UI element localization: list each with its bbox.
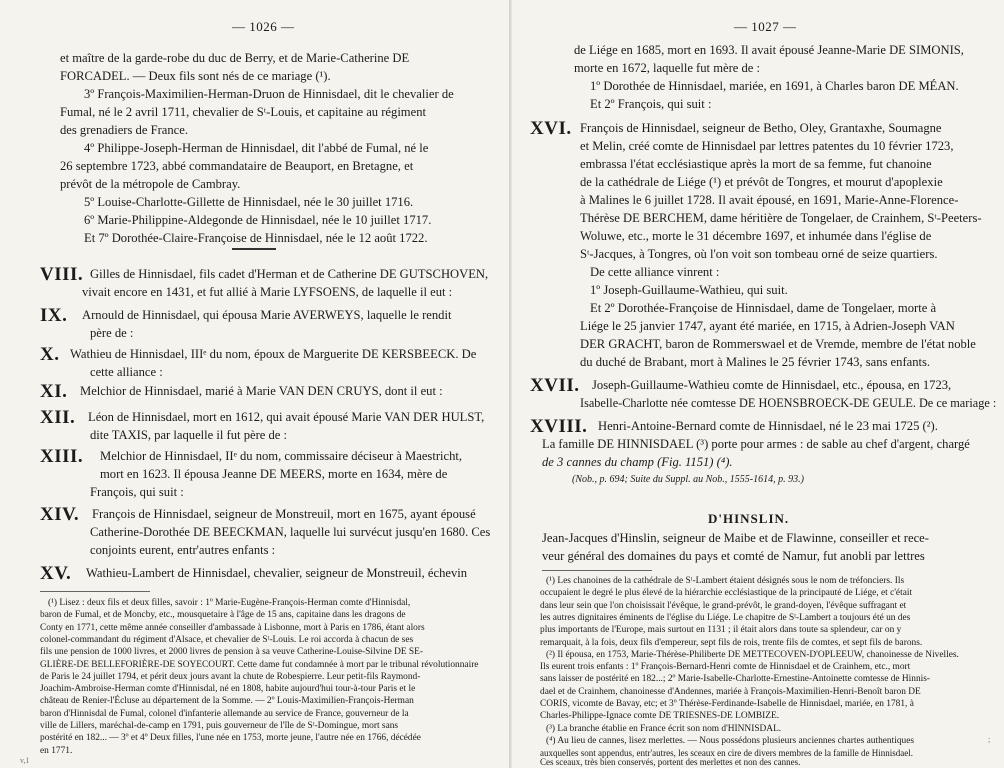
text-line: vivait encore en 1431, et fut allié à Marie LYFSOENS, de laquelle il eut : — [82, 285, 453, 299]
text-line: De cette alliance vinrent : — [590, 265, 720, 279]
text-line: 1º Dorothée de Hinnisdael, mariée, en 1691, à Charles baron DE MÉAN. — [590, 79, 959, 93]
text-line: prévôt de la métropole de Cambray. — [60, 177, 241, 191]
text-line: Melchior de Hinnisdael, IIᵉ du nom, commissaire déciseur à Maestricht, — [100, 449, 463, 463]
text-line: du duché de Brabant, mort à Malines le 25 février 1743, sans enfants. — [580, 355, 931, 369]
footnote-line: baron de Fumal, et de Moncby, etc., mousquetaire à l'âge de 15 ans, capitaine dans les dragons de — [40, 610, 406, 621]
text-line: mort en 1623. Il épousa Jeanne DE MEERS, morte en 1634, mère de — [100, 467, 448, 481]
text-line: des grenadiers de France. — [60, 123, 188, 137]
text-line: François, qui suit : — [90, 485, 184, 499]
text-line: et Melin, créé comte de Hinnisdael par lettres patentes du 10 février 1723, — [580, 139, 954, 153]
footnote-line: colonel-commandant du régiment d'Alsace, et chevalier de Sᵗ-Louis. Le roi accorda à chacun de ses — [40, 634, 414, 645]
text-line: Gilles de Hinnisdael, fils cadet d'Herman et de Catherine DE GUTSCHOVEN, — [90, 267, 489, 281]
text-line: Sᵗ-Jacques, à Tongres, où l'on voit son tombeau orné de seize quartiers. — [580, 247, 938, 261]
text-line: à Malines le 6 juillet 1728. Il avait épousé, en 1691, Marie-Anne-Florence- — [580, 193, 959, 207]
left-page-number: — 1026 — — [232, 19, 295, 34]
section-title: D'HINSLIN. — [708, 511, 790, 526]
footnote-line: de Paris le 24 juillet 1794, et périt deux jours avant la chute de Robespierre. Leur petit-fils Raymond- — [40, 671, 421, 682]
text-line: 26 septembre 1723, abbé commandataire de Beauport, en Bretagne, et — [60, 159, 414, 173]
text-line: 6º Marie-Philippine-Aldegonde de Hinnisdael, née le 10 juillet 1717. — [84, 213, 432, 227]
footnote-line: occupaient le degré le plus élevé de la hiérarchie ecclésiastique de la principauté de Liége, et c'était — [540, 588, 913, 599]
text-line: dite TAXIS, par laquelle il fut père de : — [90, 428, 288, 442]
footnote-line: Conty en 1771, cette même année conseiller d'ambassade à Lisbonne, mort à Paris en 1786, étant alors — [40, 622, 425, 633]
generation-numeral: XV. — [40, 563, 72, 584]
text-line: 1º Joseph-Guillaume-Wathieu, qui suit. — [590, 283, 788, 297]
generation-numeral: VIII. — [40, 264, 84, 285]
generation-numeral: XVIII. — [530, 416, 588, 437]
text-line: de la cathédrale de Liége (¹) et prévôt de Tongres, et mourut d'apoplexie — [580, 175, 943, 189]
text-line: veur général des domaines du pays et comté de Namur, fut anobli par lettres — [542, 549, 925, 563]
text-line: Fumal, né le 2 avril 1711, chevalier de Sᵗ-Louis, et capitaine au régiment — [60, 105, 426, 119]
text-line: François de Hinnisdael, seigneur de Betho, Oley, Grantaxhe, Soumagne — [580, 121, 942, 135]
footnote-line: (⁴) Au lieu de cannes, lisez merlettes. — Nous possédons plusieurs anciennes chartes authentiques — [546, 735, 915, 746]
footnote-line: ville de Lillers, maréchal-de-camp en 1791, puis gouverneur de l'île de Sᵗ-Domingue, mort sans — [40, 721, 399, 731]
text-line: conjoints eurent, entr'autres enfants : — [90, 543, 276, 557]
text-line: Catherine-Dorothée DE BEECKMAN, laquelle lui survécut jusqu'en 1680. Ces — [90, 525, 491, 539]
text-line: 4º Philippe-Joseph-Herman de Hinnisdael, dit l'abbé de Fumal, né le — [84, 141, 429, 155]
text-line: Arnould de Hinnisdael, qui épousa Marie AVERWEYS, laquelle le rendit — [82, 308, 452, 322]
generation-numeral: XIII. — [40, 446, 84, 467]
text-line: FORCADEL. — Deux fils sont nés de ce mariage (¹). — [60, 69, 331, 83]
footnote-line: Ces sceaux, très bien conservés, portent des merlettes et non des cannes. — [540, 756, 801, 767]
footnote-line: Charles-Philippe-Ignace comte DE TRIESNES-DE LOMBIZE. — [540, 711, 780, 722]
footnote-rule — [40, 591, 150, 592]
text-line: embrassa l'état ecclésiastique après la mort de sa femme, fut chanoine — [580, 157, 932, 171]
generation-numeral: XIV. — [40, 504, 80, 525]
text-line: Et 2º François, qui suit : — [590, 97, 712, 111]
text-line: Et 2º Dorothée-Françoise de Hinnisdael, dame de Tongelaer, morte à — [590, 301, 937, 315]
source-citation: (Nob., p. 694; Suite du Suppl. au Nob., 1555-1614, p. 93.) — [572, 474, 804, 485]
text-line: DER GRACHT, baron de Rommerswael et de Vremde, membre de l'état noble — [580, 337, 976, 351]
right-page — [512, 0, 1004, 768]
text-line: cette alliance : — [90, 365, 163, 379]
footnote-line: plus importants de l'Europe, mais surtout en 1131 ; il était alors dans toute sa splendeur, car on y — [540, 625, 902, 636]
text-line: Et 7º Dorothée-Claire-Françoise de Hinnisdael, née le 12 août 1722. — [84, 231, 428, 245]
page-edge-mark: ; — [988, 735, 991, 744]
footnote-line: (¹) Lisez : deux fils et deux filles, savoir : 1º Marie-Eugène-François-Herman comte d'Hinnisdal, — [48, 598, 411, 608]
right-page-number: — 1027 — — [734, 19, 797, 34]
footnote-line: (²) Il épousa, en 1753, Marie-Thérèse-Philiberte DE METTECOVEN-D'OPLEEUW, chanoinesse de Nivelles. — [546, 649, 959, 660]
text-line: Woluwe, etc., morte le 31 décembre 1697, et inhumée dans l'église de — [580, 229, 932, 243]
text-line: Henri-Antoine-Bernard comte de Hinnisdael, né le 23 mai 1725 (²). — [598, 419, 938, 433]
text-line: Isabelle-Charlotte née comtesse DE HOENSBROECK-DE GEULE. De ce mariage : — [580, 396, 997, 410]
text-line: 3º François-Maximilien-Herman-Druon de Hinnisdael, dit le chevalier de — [84, 87, 454, 101]
text-line: Joseph-Guillaume-Wathieu comte de Hinnisdael, etc., épousa, en 1723, — [592, 378, 952, 392]
generation-numeral: XI. — [40, 381, 68, 402]
generation-numeral: X. — [40, 344, 60, 365]
text-line: Wathieu-Lambert de Hinnisdael, chevalier, seigneur de Monstreuil, échevin — [86, 566, 468, 580]
footnote-line: château de Renier-l'Écluse au département de la Somme. — 2º Louis-Maximilien-François-Herman — [40, 696, 414, 707]
footnote-line: sans laisser de postérité en 182...; 2º Marie-Isabelle-Charlotte-Ernestine-Antoinette comtesse de Hinnis- — [540, 674, 931, 685]
generation-numeral: XVI. — [530, 118, 572, 139]
footnote-line: auxquelles sont appendus, entr'autres, les sceaux en cire de divers membres de la famille de Hinnisdael. — [540, 748, 913, 759]
footnote-line: Ils eurent trois enfants : 1º François-Bernard-Henri comte de Hinnisdael et de Crainhem, etc., mort — [540, 662, 911, 673]
text-line: de 3 cannes du champ (Fig. 1151) (⁴). — [542, 455, 733, 469]
footnote-line: dael et de Crainhem, chanoinesse d'Andennes, mariée à François-Maximilien-Henri-Benoît baron DE — [540, 686, 921, 697]
section-separator — [232, 248, 276, 250]
text-line: Liége le 25 janvier 1747, ayant été mariée, en 1715, à Adrien-Joseph VAN — [580, 319, 955, 333]
page-corner-mark: v,1 — [20, 756, 30, 765]
footnote-line: baron d'Hinnisdal de Fumal, colonel d'infanterie allemande au service de France, gouverneur de la — [40, 708, 409, 719]
footnote-line: les autres dignitaires éminents de l'église du Liége. Le chapitre de Sᵗ-Lambert a toujours été un des — [540, 612, 911, 623]
text-line: La famille DE HINNISDAEL (³) porte pour armes : de sable au chef d'argent, chargé — [542, 437, 970, 451]
text-line: et maître de la garde-robe du duc de Berry, et de Marie-Catherine DE — [60, 51, 410, 65]
footnote-line: CORIS, vicomte de Bavay, etc; et 3º Thérèse-Ferdinande-Isabelle de Hinnisdael, mariée, en 1781, à — [540, 699, 914, 709]
footnote-line: en 1771. — [40, 745, 73, 756]
text-line: de Liége en 1685, mort en 1693. Il avait épousé Jeanne-Marie DE SIMONIS, — [574, 43, 964, 57]
footnote-line: remarquait, à la fois, deux fils d'empereur, sept fils de rois, trente fils de comtes, et sept fils de barons. — [540, 637, 923, 648]
text-line: Jean-Jacques d'Hinslin, seigneur de Maibe et de Flawinne, conseiller et rece- — [542, 531, 929, 545]
text-line: morte en 1672, laquelle fut mère de : — [574, 61, 761, 75]
footnote-line: Joachim-Ambroise-Herman comte d'Hinnisdal, né en 1808, habite aujourd'hui tour-à-tour Paris et le — [40, 684, 416, 695]
generation-numeral: XII. — [40, 407, 76, 428]
generation-numeral: XVII. — [530, 375, 580, 396]
text-line: père de : — [90, 326, 134, 340]
text-line: Wathieu de Hinnisdael, IIIᵉ du nom, époux de Marguerite DE KERSBEECK. De — [70, 347, 477, 361]
footnote-line: (¹) Les chanoines de la cathédrale de Sᵗ-Lambert étaient désignés sous le nom de tréfonciers. Ils — [546, 576, 905, 586]
footnote-line: fils une pension de 1000 livres, et 2000 livres de pension à sa veuve Catherine-Louise-Silvine DE SE- — [40, 647, 423, 658]
footnote-line: dans leur sein que l'on choisissait l'évêque, le grand-prévôt, le grand-doyen, l'évêque suffragant et — [540, 600, 907, 611]
text-line: François de Hinnisdael, seigneur de Monstreuil, mort en 1675, ayant épousé — [92, 507, 476, 521]
text-line: Léon de Hinnisdael, mort en 1612, qui avait épousé Marie VAN DER HULST, — [88, 410, 485, 424]
text-line: 5º Louise-Charlotte-Gillette de Hinnisdael, née le 30 juillet 1716. — [84, 195, 414, 209]
text-line: Thérèse DE BERCHEM, dame héritière de Tongelaer, de Crainhem, Sᵗ-Peeters- — [580, 211, 982, 225]
footnote-rule — [542, 570, 652, 571]
generation-numeral: IX. — [40, 305, 68, 326]
text-line: Melchior de Hinnisdael, marié à Marie VAN DEN CRUYS, dont il eut : — [80, 384, 443, 398]
footnote-line: postérité en 182... — 3º et 4º Deux filles, l'une née en 1753, morte jeune, l'autre née en 1766, décédée — [40, 733, 421, 744]
footnote-line: (³) La branche établie en France écrit son nom d'HINNISDAL. — [546, 723, 782, 734]
footnote-line: GLIÈRE-DE BELLEFORIÈRE-DE SOYECOURT. Cette dame fut condamnée à mort par le tribunal révolutionnaire — [40, 659, 479, 670]
